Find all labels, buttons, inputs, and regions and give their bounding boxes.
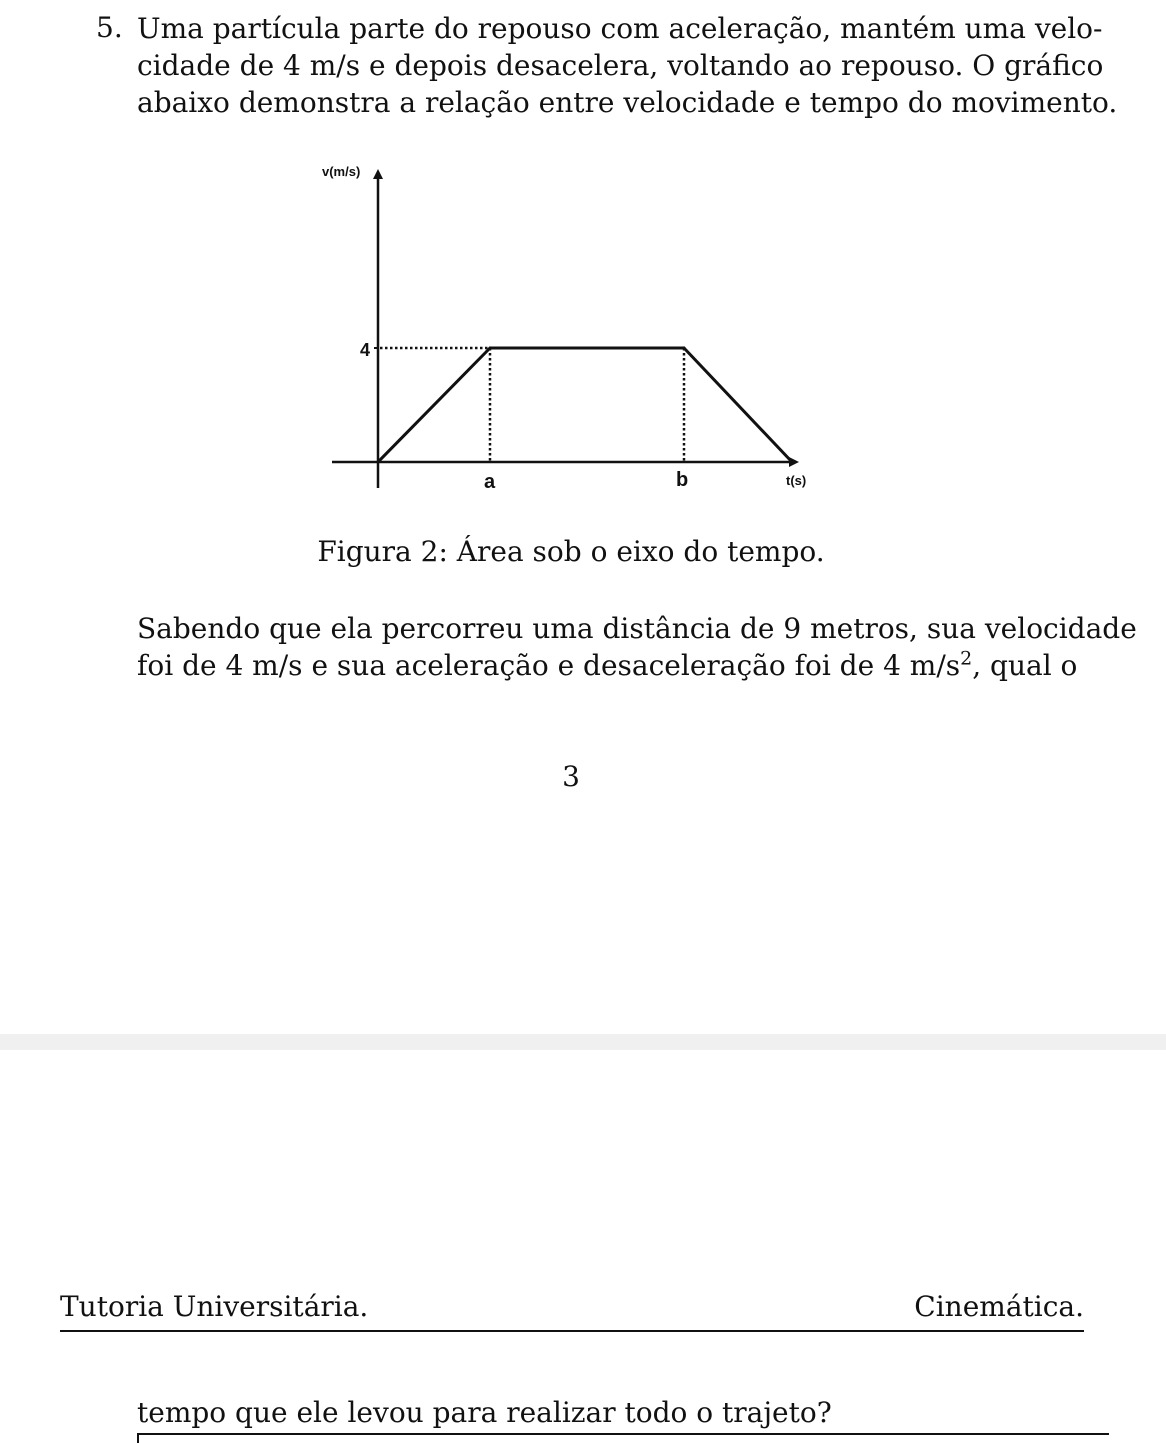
figure-caption: Figura 2: Área sob o eixo do tempo.: [317, 535, 825, 568]
continuation-text: tempo que ele levou para realizar todo o trajeto?: [137, 1396, 832, 1429]
body-line-2-end: , qual o: [972, 649, 1078, 682]
header-left: Tutoria Universitária.: [60, 1290, 369, 1323]
x-tick-label-b: b: [676, 469, 689, 491]
question-number: 5.: [96, 11, 123, 44]
velocity-segment-1: [378, 348, 490, 462]
body-text: [137, 610, 1137, 684]
question-text: [137, 10, 1118, 121]
x-axis-label: t(s): [786, 473, 807, 488]
velocity-time-chart: [318, 150, 830, 500]
answer-box-left: [137, 1433, 139, 1443]
body-line-2-text: foi de 4 m/s e sua aceleração e desaceleração foi de 4 m/s: [137, 649, 961, 682]
question-line-3: abaixo demonstra a relação entre velocidade e tempo do movimento.: [137, 86, 1118, 119]
y-axis-label: v(m/s): [322, 164, 361, 179]
question-line-2: cidade de 4 m/s e depois desacelera, voltando ao repouso. O gráfico: [137, 49, 1104, 82]
answer-box-top: [137, 1433, 1109, 1435]
velocity-segment-3: [684, 348, 792, 462]
header-right: Cinemática.: [914, 1290, 1084, 1323]
header-rule: [60, 1330, 1084, 1332]
exponent: 2: [960, 647, 973, 670]
body-line-1: Sabendo que ela percorreu uma distância de 9 metros, sua velocidade: [137, 612, 1137, 645]
page-separator: [0, 1034, 1166, 1050]
y-tick-label-4: 4: [360, 340, 371, 360]
page-4: [0, 1050, 1166, 1437]
x-tick-label-a: a: [484, 471, 496, 493]
page-number: 3: [562, 760, 580, 793]
body-line-2: [137, 647, 1084, 684]
question-line-1: Uma partícula parte do repouso com aceleração, mantém uma velo-: [137, 12, 1103, 45]
